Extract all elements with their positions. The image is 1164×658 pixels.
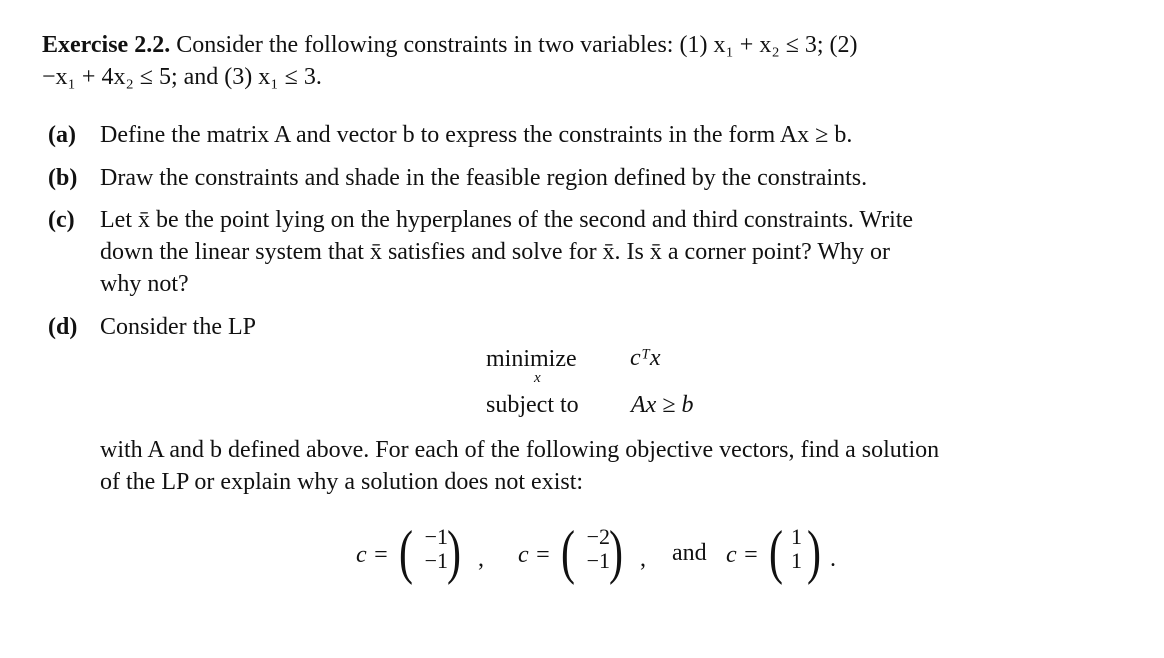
lp-minimize-var: x	[534, 370, 541, 386]
vector-2-left-paren: (	[560, 519, 575, 585]
vector-2-c-label: c =	[518, 542, 551, 568]
exercise-title: Exercise 2.2.	[42, 32, 171, 58]
vector-3-left-paren: (	[768, 519, 783, 585]
vector-1-left-paren: (	[398, 519, 413, 585]
part-d-line2: of the LP or explain why a solution does not exist:	[100, 469, 584, 495]
exercise-intro-line1	[42, 30, 858, 60]
vector-1-right-paren: )	[447, 519, 462, 585]
part-a-text: Define the matrix A and vector b to express the constraints in the form Ax ≥ b.	[100, 122, 853, 148]
vector-2-bottom: −1	[586, 548, 610, 573]
vector-2-punct: ,	[640, 546, 646, 572]
vector-2-top: −2	[586, 524, 610, 549]
vector-1	[396, 519, 464, 585]
vector-3-bottom: 1	[791, 548, 802, 573]
exercise-intro-line2: −x₁ + 4x₂ ≤ 5; and (3) x₁ ≤ 3.	[42, 64, 322, 90]
lp-minimize: minimize	[486, 346, 577, 372]
vector-and: and	[672, 540, 707, 566]
part-c-label: (c)	[48, 207, 75, 233]
lp-objective: cᵀx	[630, 345, 661, 371]
lp-subject-to: subject to	[486, 392, 579, 418]
vector-3-right-paren: )	[807, 519, 822, 585]
vector-1-punct: ,	[478, 546, 484, 572]
vector-3	[766, 519, 824, 585]
part-d-line1: with A and b defined above. For each of the following objective vectors, find a solution	[100, 437, 940, 463]
part-a-label: (a)	[48, 122, 76, 148]
vector-1-c-label: c =	[356, 542, 389, 568]
vector-2-right-paren: )	[609, 519, 624, 585]
vector-1-top: −1	[424, 524, 448, 549]
vector-3-top: 1	[791, 524, 802, 549]
part-d-label: (d)	[48, 314, 78, 340]
vector-2	[558, 519, 626, 585]
part-b-label: (b)	[48, 165, 78, 191]
part-c-line3: why not?	[100, 271, 189, 297]
vector-3-c-label: c =	[726, 542, 759, 568]
part-d-intro: Consider the LP	[100, 314, 256, 340]
vector-3-punct: .	[830, 546, 836, 572]
vector-1-bottom: −1	[424, 548, 448, 573]
part-b-text: Draw the constraints and shade in the feasible region defined by the constraints.	[100, 165, 868, 191]
exercise-intro-text-1: Consider the following constraints in two variables: (1) x₁ + x₂ ≤ 3; (2)	[176, 32, 858, 58]
part-c-line1: Let x̄ be the point lying on the hyperplanes of the second and third constraints. Write	[100, 207, 914, 233]
lp-constraint: Ax ≥ b	[631, 392, 694, 418]
part-c-line2: down the linear system that x̄ satisfies and solve for x̄. Is x̄ a corner point? Why or	[100, 239, 891, 265]
